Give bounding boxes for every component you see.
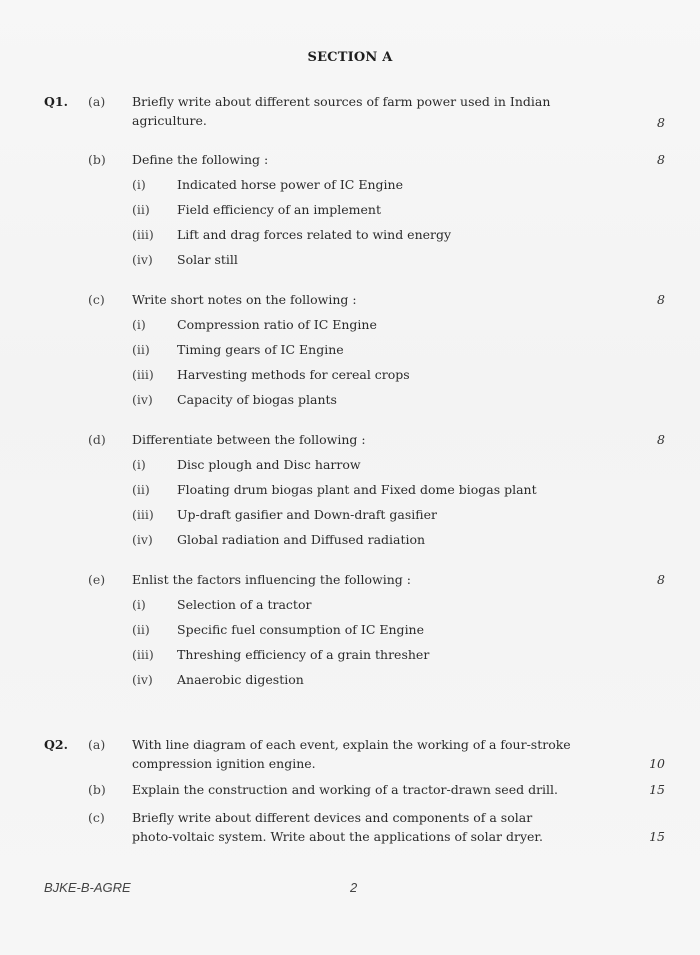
part-text-line: compression ignition engine. xyxy=(132,756,316,771)
marks: 15 xyxy=(649,829,665,844)
item-text: Up-draft gasifier and Down-draft gasifier xyxy=(177,507,437,522)
item-text: Selection of a tractor xyxy=(177,597,312,612)
question-label: Q2. xyxy=(44,737,68,752)
item-label: (iii) xyxy=(132,367,154,382)
marks: 8 xyxy=(657,432,665,447)
item-label: (iii) xyxy=(132,647,154,662)
item-text: Harvesting methods for cereal crops xyxy=(177,367,410,382)
part-text-line: Enlist the factors influencing the following : xyxy=(132,572,411,587)
part-text-line: Briefly write about different devices and components of a solar xyxy=(132,810,533,825)
part-label: (a) xyxy=(88,94,106,109)
item-text: Lift and drag forces related to wind energy xyxy=(177,227,452,242)
item-label: (i) xyxy=(132,597,146,612)
item-text: Anaerobic digestion xyxy=(177,672,304,687)
item-text: Indicated horse power of IC Engine xyxy=(177,177,403,192)
item-text: Timing gears of IC Engine xyxy=(177,342,344,357)
item-label: (iii) xyxy=(132,507,154,522)
item-label: (i) xyxy=(132,317,146,332)
item-text: Compression ratio of IC Engine xyxy=(177,317,377,332)
marks: 10 xyxy=(649,756,665,771)
item-label: (i) xyxy=(132,177,146,192)
marks: 8 xyxy=(657,152,665,167)
item-text: Field efficiency of an implement xyxy=(177,202,381,217)
marks: 8 xyxy=(657,572,665,587)
paper-code: BJKE-B-AGRE xyxy=(44,880,131,895)
item-label: (iv) xyxy=(132,532,153,547)
part-label: (c) xyxy=(88,292,105,307)
part-text-line: Briefly write about different sources of farm power used in Indian xyxy=(132,94,551,109)
question-label: Q1. xyxy=(44,94,68,109)
item-text: Capacity of biogas plants xyxy=(177,392,337,407)
part-label: (a) xyxy=(88,737,106,752)
item-label: (iv) xyxy=(132,392,153,407)
part-text-line: photo-voltaic system. Write about the applications of solar dryer. xyxy=(132,829,543,844)
item-text: Disc plough and Disc harrow xyxy=(177,457,361,472)
item-text: Solar still xyxy=(177,252,238,267)
marks: 8 xyxy=(657,292,665,307)
page-number: 2 xyxy=(350,880,358,895)
part-text-line: With line diagram of each event, explain the working of a four-stroke xyxy=(132,737,571,752)
item-text: Global radiation and Diffused radiation xyxy=(177,532,426,547)
item-label: (ii) xyxy=(132,342,150,357)
part-label: (b) xyxy=(88,152,106,167)
item-label: (i) xyxy=(132,457,146,472)
part-label: (c) xyxy=(88,810,105,825)
item-text: Floating drum biogas plant and Fixed dome biogas plant xyxy=(177,482,537,497)
part-text-line: agriculture. xyxy=(132,113,207,128)
marks: 8 xyxy=(657,115,665,130)
part-label: (e) xyxy=(88,572,106,587)
item-label: (iv) xyxy=(132,672,153,687)
item-text: Threshing efficiency of a grain thresher xyxy=(177,647,430,662)
part-label: (d) xyxy=(88,432,106,447)
item-label: (iv) xyxy=(132,252,153,267)
item-label: (ii) xyxy=(132,202,150,217)
item-label: (iii) xyxy=(132,227,154,242)
part-text-line: Explain the construction and working of a tractor-drawn seed drill. xyxy=(132,782,559,797)
part-text-line: Write short notes on the following : xyxy=(132,292,357,307)
part-label: (b) xyxy=(88,782,106,797)
item-label: (ii) xyxy=(132,482,150,497)
item-label: (ii) xyxy=(132,622,150,637)
marks: 15 xyxy=(649,782,665,797)
item-text: Specific fuel consumption of IC Engine xyxy=(177,622,425,637)
part-text-line: Differentiate between the following : xyxy=(132,432,366,447)
part-text-line: Define the following : xyxy=(132,152,269,167)
section-title: SECTION A xyxy=(307,50,393,65)
